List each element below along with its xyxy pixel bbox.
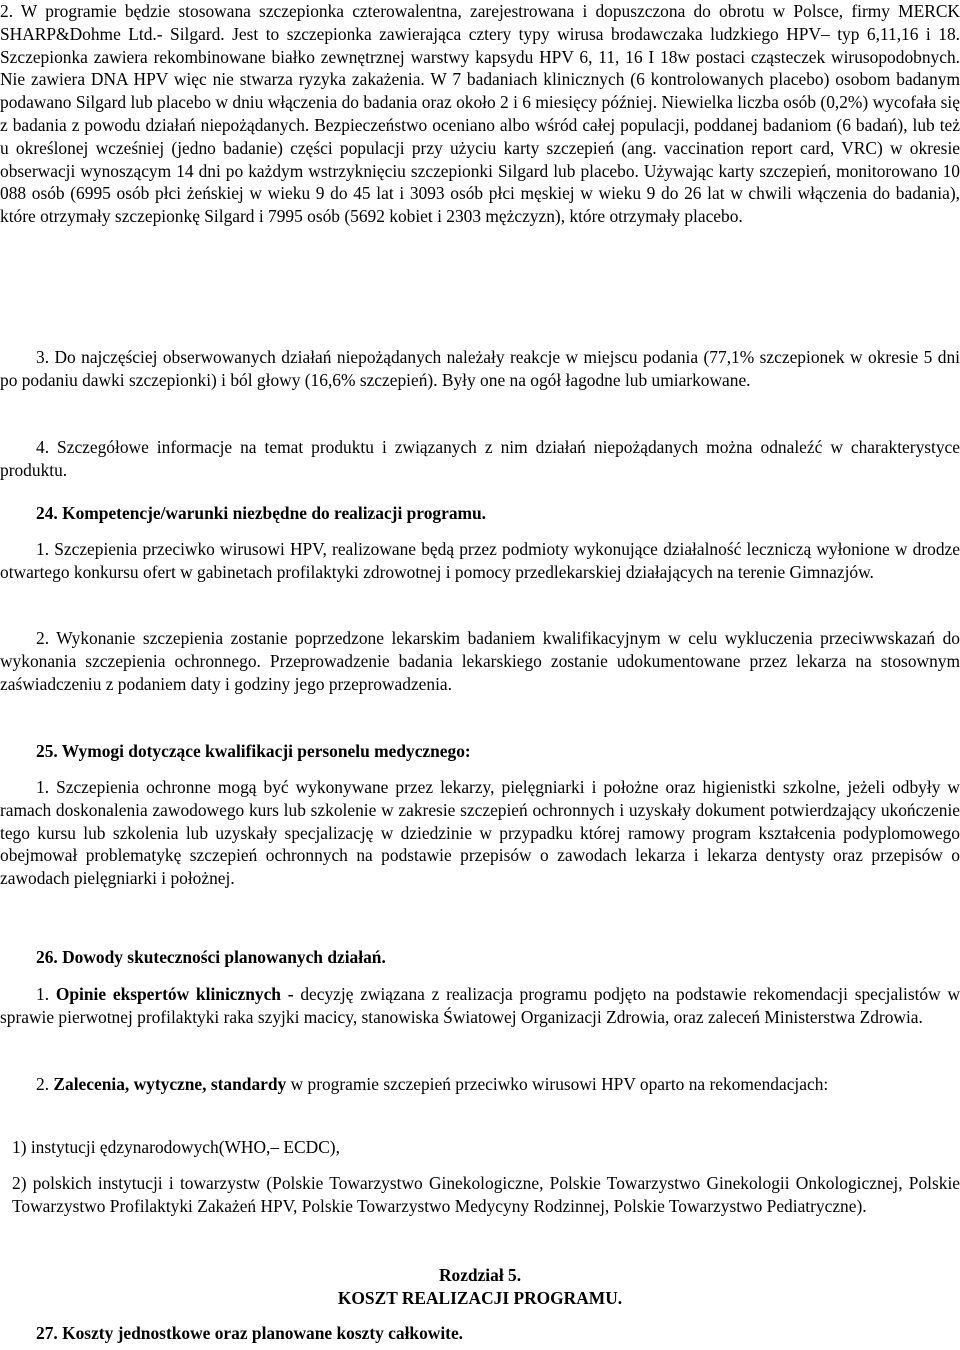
section-heading-26: 26. Dowody skuteczności planowanych działań. [36,947,386,967]
paragraph-text: decyzję związana z realizacja programu podjęto na podstawie rekomendacji specjalistów w sprawie pierwotnej profilaktyki raka szyjki macicy, stanowiska Światowej Organizacji Zdrowia, oraz zaleceń Ministerstwa Zdrowia. [0,984,960,1027]
paragraph-adverse-effects: 3. Do najczęściej obserwowanych działań niepożądanych należały reakcje w miejscu podania (77,1% szczepionek w okresie 5 dni po podaniu dawki szczepionki) i ból głowy (16,6% szczepień). Były one na ogół łagodne lub umiarkowane. [0,347,960,390]
bold-lead: Zalecenia, wytyczne, standardy [53,1074,287,1094]
chapter-title: KOSZT REALIZACJI PROGRAMU. [337,1288,623,1308]
paragraph-25-1: 1. Szczepienia ochronne mogą być wykonywane przez lekarzy, pielęgniarki i położne oraz higienistki szkolne, jeżeli odbyły w ramach doskonalenia zawodowego kurs lub szkolenie w zakresie szczepień ochronnych i uzyskały dokument potwierdzający ukończenie tego kursu lub szkolenia lub uzyskały specjalizację w dziedzinie w przypadku której ramowy program kształcenia podyplomowego obejmował problematykę szczepień ochronnych na podstawie przepisów o zawodach lekarza i lekarza dentysty oraz przepisów o zawodach pielęgniarki i położnej. [0,777,960,889]
paragraph-text: w programie szczepień przeciwko wirusowi HPV oparto na rekomendacjach: [290,1074,829,1094]
bold-lead: Opinie ekspertów klinicznych - [55,984,294,1004]
paragraph-26-2 [0,1073,960,1096]
paragraph-24-1: 1. Szczepienia przeciwko wirusowi HPV, realizowane będą przez podmioty wykonujące działalność leczniczą wyłonione w drodze otwartego konkursu ofert w gabinetach profilaktyki zdrowotnej i pomocy przedlekarskiej działających na terenie Gimnazjów. [0,539,960,582]
section-heading-25: 25. Wymogi dotyczące kwalifikacji personelu medycznego: [36,741,471,761]
list-item-1: 1) instytucji ędzynarodowych(WHO,– ECDC), [12,1137,340,1157]
paragraph-product-info: 4. Szczegółowe informacje na temat produktu i związanych z nim działań niepożądanych można odnaleźć w charakterystyce produktu. [0,437,960,480]
list-item-2: 2) polskich instytucji i towarzystw (Polskie Towarzystwo Ginekologiczne, Polskie Towarzystwo Ginekologii Onkologicznej, Polskie Towarzystwo Profilaktyki Zakażeń HPV, Polskie Towarzystwo Medycyny Rodzinnej, Polskie Towarzystwo Pediatryczne). [12,1173,960,1216]
chapter-number: Rozdział 5. [438,1265,522,1285]
paragraph-26-1 [0,983,960,1029]
paragraph-24-2: 2. Wykonanie szczepienia zostanie poprzedzone lekarskim badaniem kwalifikacyjnym w celu wykluczenia przeciwwskazań do wykonania szczepienia ochronnego. Przeprowadzenie badania lekarskiego zostanie udokumentowane przez lekarza na stosownym zaświadczeniu z podaniem daty i godziny jego przeprowadzenia. [0,628,960,694]
item-number: 1. [36,984,50,1004]
item-number: 2. [36,1074,50,1094]
section-heading-27: 27. Koszty jednostkowe oraz planowane koszty całkowite. [36,1323,464,1343]
paragraph-vaccine-description: 2. W programie będzie stosowana szczepionka czterowalentna, zarejestrowana i dopuszczona do obrotu w Polsce, firmy MERCK SHARP&Dohme Ltd.- Silgard. Jest to szczepionka zawierająca cztery typy wirusa brodawczaka ludzkiego HPV– typ 6,11,16 i 18. Szczepionka zawiera rekombinowane białko zewnętrznej warstwy kapsydu HPV 6, 11, 16 I 18w postaci cząsteczek wirusopodobnych. Nie zawiera DNA HPV więc nie stwarza ryzyka zakażenia. W 7 badaniach klinicznych (6 kontrolowanych placebo) osobom badanym podawano Silgard lub placebo w dniu włączenia do badania oraz około 2 i 6 miesięcy później. Niewielka liczba osób (0,2%) wycofała się z badania z powodu działań niepożądanych. Bezpieczeństwo oceniano albo wśród całej populacji, poddanej badaniom (6 badań), lub też u określonej wcześniej (jedno badanie) części populacji przy użyciu karty szczepień (ang. vaccination report card, VRC) w okresie obserwacji wynoszącym 14 dni po każdym wstrzyknięciu szczepionki Silgard lub placebo. Używając karty szczepień, monitorowano 10 088 osób (6995 osób płci żeńskiej w wieku 9 do 45 lat i 3093 osób płci męskiej w wieku 9 do 26 lat w chwili włączenia do badania), które otrzymały szczepionkę Silgard i 7995 osób (5692 kobiet i 2303 mężczyzn), które otrzymały placebo. [0,1,960,227]
section-heading-24: 24. Kompetencje/warunki niezbędne do realizacji programu. [36,503,487,523]
